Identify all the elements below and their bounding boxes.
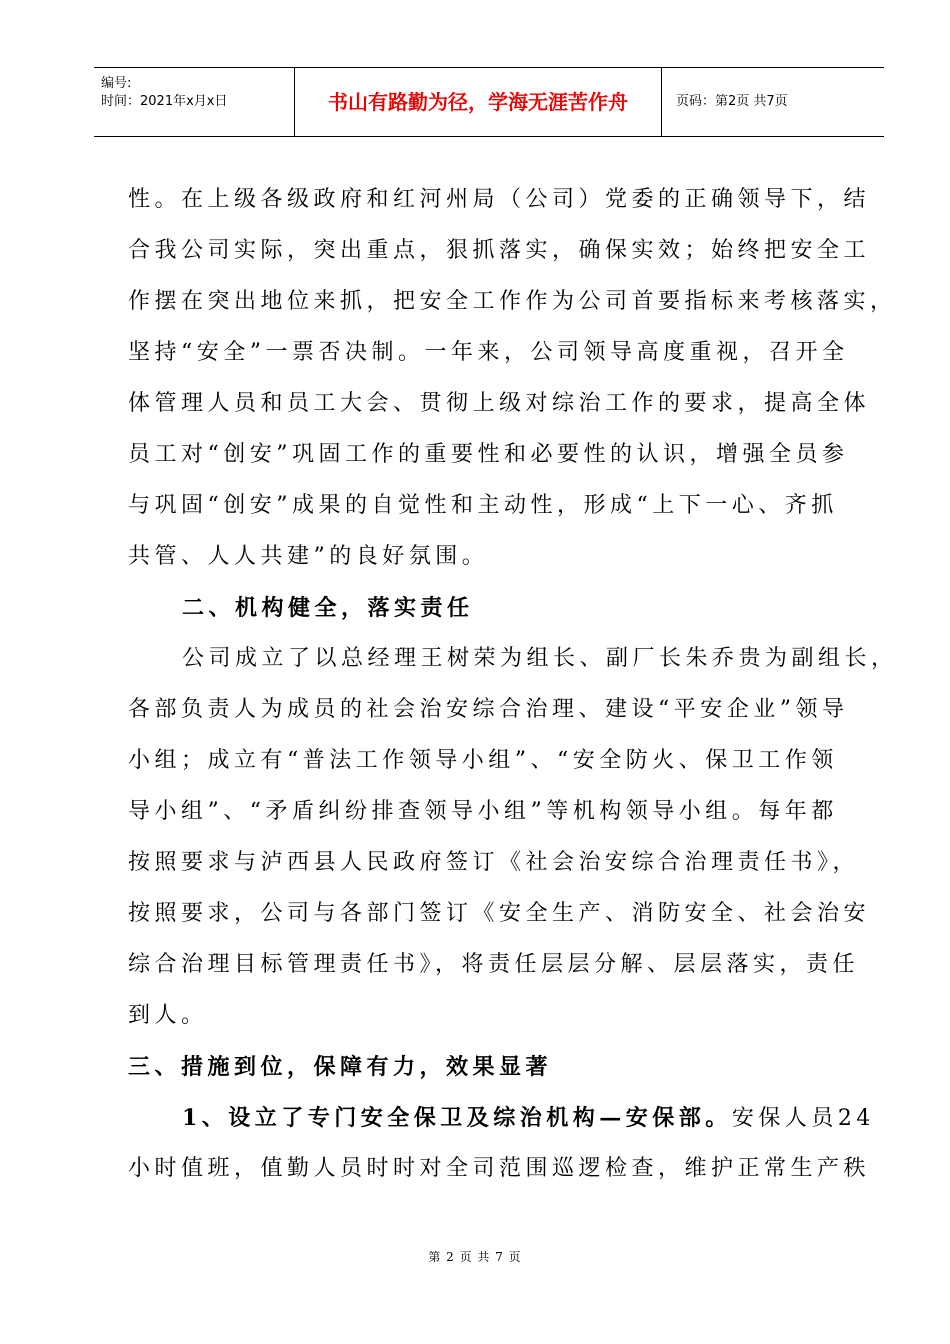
body-line: 坚持“安全”一票否决制。一年来，公司领导高度重视，召开全	[128, 340, 849, 365]
subsection-title: 1、设立了专门安全保卫及综治机构—安保部。	[182, 1105, 732, 1131]
body-line: 到人。	[128, 1003, 208, 1028]
section-heading-2: 二、机构健全，落实责任	[182, 595, 474, 621]
body-line: 导小组”、“矛盾纠纷排查领导小组”等机构领导小组。每年都	[128, 799, 838, 824]
body-line	[128, 1096, 875, 1147]
document-body	[128, 178, 898, 1198]
header-info-cell	[94, 68, 295, 136]
body-line: 各部负责人为成员的社会治安综合治理、建设“平安企业”领导	[128, 697, 849, 722]
body-line: 性。在上级各级政府和红河州局（公司）党委的正确领导下，结	[128, 187, 871, 212]
body-line: 小时值班，值勤人员时时对全司范围巡逻检查，维护正常生产秩	[128, 1156, 871, 1181]
document-number-label: 编号:	[101, 76, 132, 91]
body-line: 体管理人员和员工大会、贯彻上级对综治工作的要求，提高全体	[128, 391, 871, 416]
body-line: 小组；成立有“普法工作领导小组”、“安全防火、保卫工作领	[128, 748, 838, 773]
header-page-code: 页码：第2页 共7页	[676, 94, 788, 109]
body-line: 公司成立了以总经理王树荣为组长、副厂长朱乔贵为副组长，	[182, 646, 898, 671]
body-line: 作摆在突出地位来抓，把安全工作作为公司首要指标来考核落实，	[128, 289, 897, 314]
body-line: 与巩固“创安”成果的自觉性和主动性，形成“上下一心、齐抓	[128, 493, 838, 518]
body-text: 安保人员24	[731, 1106, 875, 1131]
body-line: 综合治理目标管理责任书》，将责任层层分解、层层落实，责任	[128, 952, 860, 977]
body-line: 按照要求，公司与各部门签订《安全生产、消防安全、社会治安	[128, 901, 871, 926]
document-header	[94, 67, 884, 137]
document-time-label: 时间：2021年x月x日	[101, 94, 228, 109]
body-line: 按照要求与泸西县人民政府签订《社会治安综合治理责任书》，	[128, 850, 860, 875]
body-line: 共管、人人共建”的良好氛围。	[128, 544, 489, 569]
section-heading-3: 三、措施到位，保障有力，效果显著	[128, 1054, 553, 1080]
page-footer: 第 2 页 共 7 页	[428, 1250, 522, 1264]
body-line: 合我公司实际，突出重点，狠抓落实，确保实效；始终把安全工	[128, 238, 871, 263]
body-line: 员工对“创安”巩固工作的重要性和必要性的认识，增强全员参	[128, 442, 849, 467]
header-motto: 书山有路勤为径，学海无涯苦作舟	[295, 68, 662, 136]
